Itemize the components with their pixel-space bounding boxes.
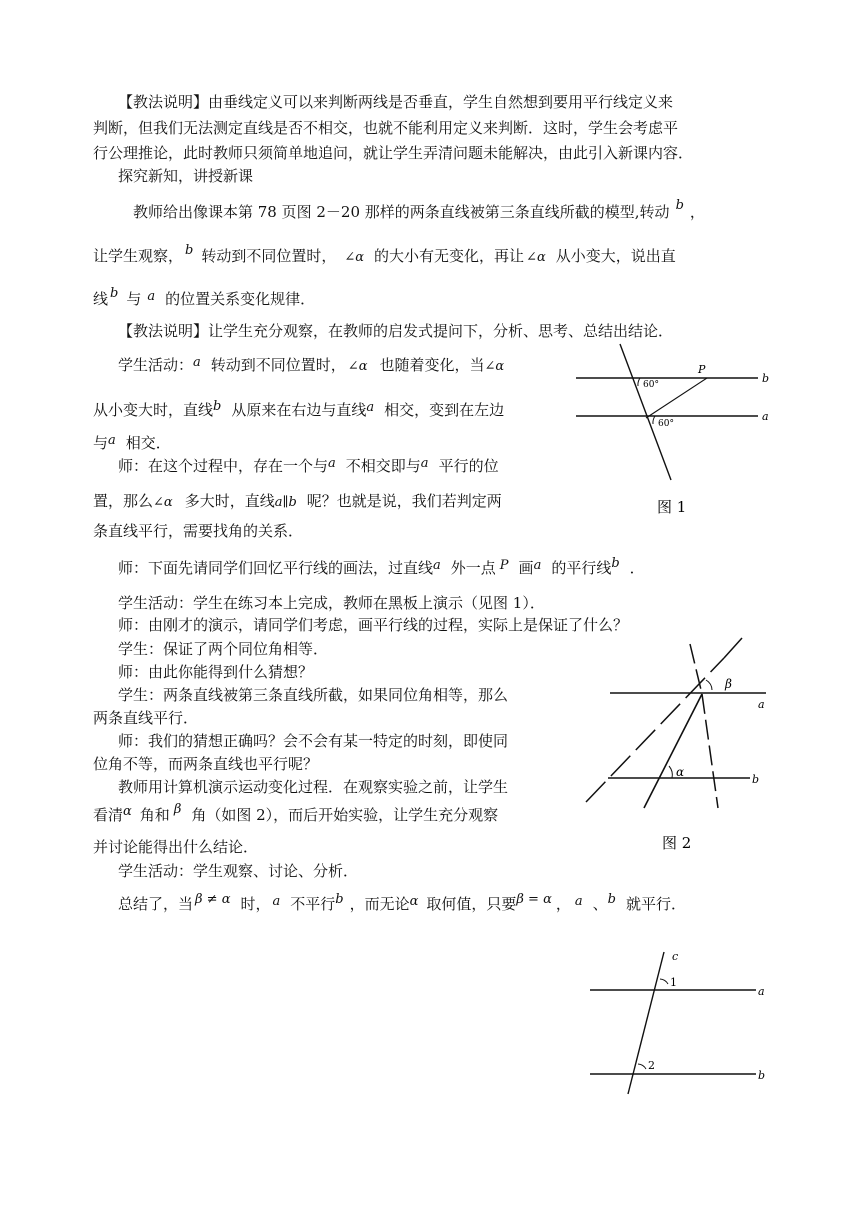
text-line: 【教法说明】由垂线定义可以来判断两线是否垂直，学生自然想到要用平行线定义来 [118,93,674,111]
text-line: 条直线平行，需要找角的关系． [93,522,304,540]
text-line: 让学生观察， b 转动到不同位置时， ∠α 的大小有无变化，再让 ∠α 从小变大，说出直 [93,243,676,265]
figure-1 [572,338,782,528]
text-line: 两条直线平行． [93,709,199,727]
figure-1-angle-2: 60° [658,419,674,429]
text-line: 师：由此你能得到什么猜想？ [118,663,314,681]
text-line: 学生活动：学生观察、讨论、分析． [118,862,359,880]
figure-3-label-a: a [758,985,765,998]
text-line: 总结了，当 β ≠ α 时， a 不平行b ，而无论α 取何值，只要β = α ， a 、b 就平行． [118,892,686,913]
text-line: 教师用计算机演示运动变化过程．在观察实验之前，让学生 [118,778,509,796]
figure-1-label-p: P [698,363,706,376]
figure-3 [588,948,778,1098]
figure-1-label-b: b [762,372,770,385]
figure-2 [578,636,778,856]
figure-1-label-a: a [762,410,769,423]
figure-2-diagram [578,636,778,856]
text-line: 教师给出像课本第 78 页图 2－20 那样的两条直线被第三条直线所截的模型,转动 b ， [133,198,705,221]
figure-2-caption: 图 2 [662,834,692,852]
text-line: 与a 相交． [93,433,171,452]
text-line: 师：下面先请同学们回忆平行线的画法，过直线a 外一点 P 画a 的平行线b ． [118,556,645,577]
text-line: 行公理推论，此时教师只须简单地追问，就让学生弄清问题未能解决，由此引入新课内容． [93,144,694,162]
text-line: 从小变大时，直线b 从原来在右边与直线a 相交，变到在左边 [93,399,505,419]
text-line: 判断，但我们无法测定直线是否不相交，也就不能利用定义来判断．这时，学生会考虑平 [93,119,679,137]
figure-1-diagram [572,338,782,528]
text-line: 学生：保证了两个同位角相等． [118,640,329,658]
section-heading: 探究新知，讲授新课 [118,167,254,185]
text-line: 师：在这个过程中，存在一个与a 不相交即与a 平行的位 [118,456,499,475]
text-line: 学生活动：a 转动到不同位置时， ∠α 也随着变化，当∠α [118,355,505,374]
figure-2-label-beta: β [725,677,732,691]
text-line: 看清α 角和 β 角（如图 2），而后开始实验，让学生充分观察 [93,802,499,824]
text-line: 学生活动：学生在练习本上完成，教师在黑板上演示（见图 1）． [118,594,545,612]
text-line: 并讨论能得出什么结论． [93,838,259,856]
figure-3-label-b: b [758,1069,766,1082]
figure-3-diagram [588,948,778,1098]
figure-2-label-a: a [758,698,765,711]
text-line: 线 b 与 a 的位置关系变化规律． [93,286,316,308]
text-line: 置，那么∠α 多大时，直线a∥b 呢？也就是说，我们若判定两 [93,492,502,510]
math-b: b [675,198,684,213]
figure-2-label-alpha: α [676,765,685,779]
text-line: 师：由刚才的演示，请同学们考虑，画平行线的过程，实际上是保证了什么？ [118,616,629,634]
text-line: 师：我们的猜想正确吗？会不会有某一特定的时刻，即使同 [118,732,509,750]
figure-1-angle-1: 60° [643,380,659,390]
figure-3-label-2: 2 [648,1059,655,1072]
text-line: 学生：两条直线被第三条直线所截，如果同位角相等，那么 [118,686,509,704]
figure-3-label-1: 1 [670,976,677,989]
figure-2-label-b: b [752,773,760,786]
figure-1-caption: 图 1 [657,498,687,516]
text-line: 【教法说明】让学生充分观察，在教师的启发式提问下，分析、思考、总结出结论． [118,322,674,340]
text-line: 位角不等，而两条直线也平行呢？ [93,755,319,773]
figure-3-label-c: c [672,950,679,963]
